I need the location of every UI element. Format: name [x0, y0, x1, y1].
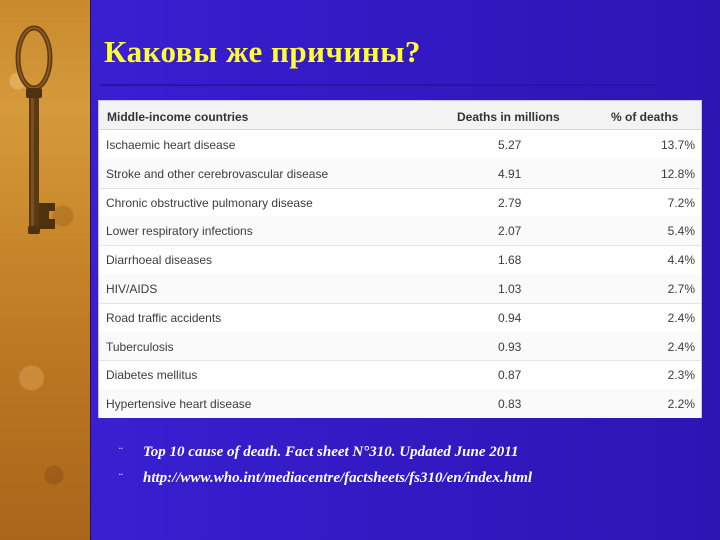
row-percent: 7.2%: [667, 195, 695, 210]
row-deaths: 0.87: [498, 368, 522, 383]
table-row: [99, 274, 701, 304]
table-row: [99, 130, 701, 160]
footnote-url-link[interactable]: http://www.who.int/mediacentre/factsheets/fs310/en/index.html: [143, 470, 533, 486]
bullet-icon: ¨: [118, 446, 124, 459]
row-percent: 13.7%: [660, 138, 695, 152]
row-cause: HIV/AIDS: [106, 282, 158, 296]
bullet-icon: ¨: [118, 472, 124, 485]
footnote-citation: Top 10 cause of death. Fact sheet N°310. Updated June 2011: [143, 444, 519, 460]
row-percent: 2.7%: [667, 282, 695, 296]
row-cause: Stroke and other cerebrovascular disease: [106, 166, 329, 181]
slide-title: Каковы же причины?: [104, 34, 421, 69]
table-row: [99, 216, 701, 246]
row-deaths: 0.93: [498, 339, 522, 354]
row-deaths: 1.68: [498, 253, 522, 268]
table-row: [99, 303, 701, 333]
table-row: [99, 188, 701, 218]
causes-of-death-table: [99, 101, 701, 417]
row-cause: Ischaemic heart disease: [106, 138, 236, 152]
decorative-side-strip: [0, 0, 90, 540]
row-cause: Lower respiratory infections: [106, 224, 253, 239]
table-row: [99, 389, 701, 418]
row-deaths: 5.27: [498, 138, 522, 152]
row-deaths: 0.83: [498, 397, 522, 412]
row-cause: Hypertensive heart disease: [106, 397, 252, 412]
row-percent: 4.4%: [667, 253, 695, 268]
row-cause: Chronic obstructive pulmonary disease: [106, 195, 313, 210]
table-row: [99, 360, 701, 390]
row-deaths: 2.79: [498, 195, 522, 210]
header-country: Middle-income countries: [107, 110, 249, 124]
row-percent: 2.3%: [667, 368, 695, 383]
row-percent: 5.4%: [667, 224, 695, 239]
row-percent: 2.4%: [667, 339, 695, 354]
table-row: [99, 245, 701, 275]
row-cause: Diarrhoeal diseases: [106, 253, 213, 268]
table-row: [99, 332, 701, 362]
header-deaths: Deaths in millions: [457, 110, 560, 124]
row-percent: 12.8%: [660, 166, 695, 181]
row-cause: Tuberculosis: [106, 339, 174, 354]
table-header-row: [99, 101, 701, 130]
row-cause: Road traffic accidents: [106, 310, 222, 325]
header-percent: % of deaths: [611, 110, 679, 124]
row-percent: 2.2%: [667, 397, 695, 412]
title-divider: [100, 84, 660, 86]
row-cause: Diabetes mellitus: [106, 368, 198, 383]
row-deaths: 2.07: [498, 224, 522, 239]
table-row: [99, 159, 701, 189]
antique-key-icon: [6, 18, 66, 258]
row-deaths: 4.91: [498, 166, 522, 181]
row-percent: 2.4%: [667, 310, 695, 325]
row-deaths: 1.03: [498, 282, 522, 296]
row-deaths: 0.94: [498, 310, 522, 325]
